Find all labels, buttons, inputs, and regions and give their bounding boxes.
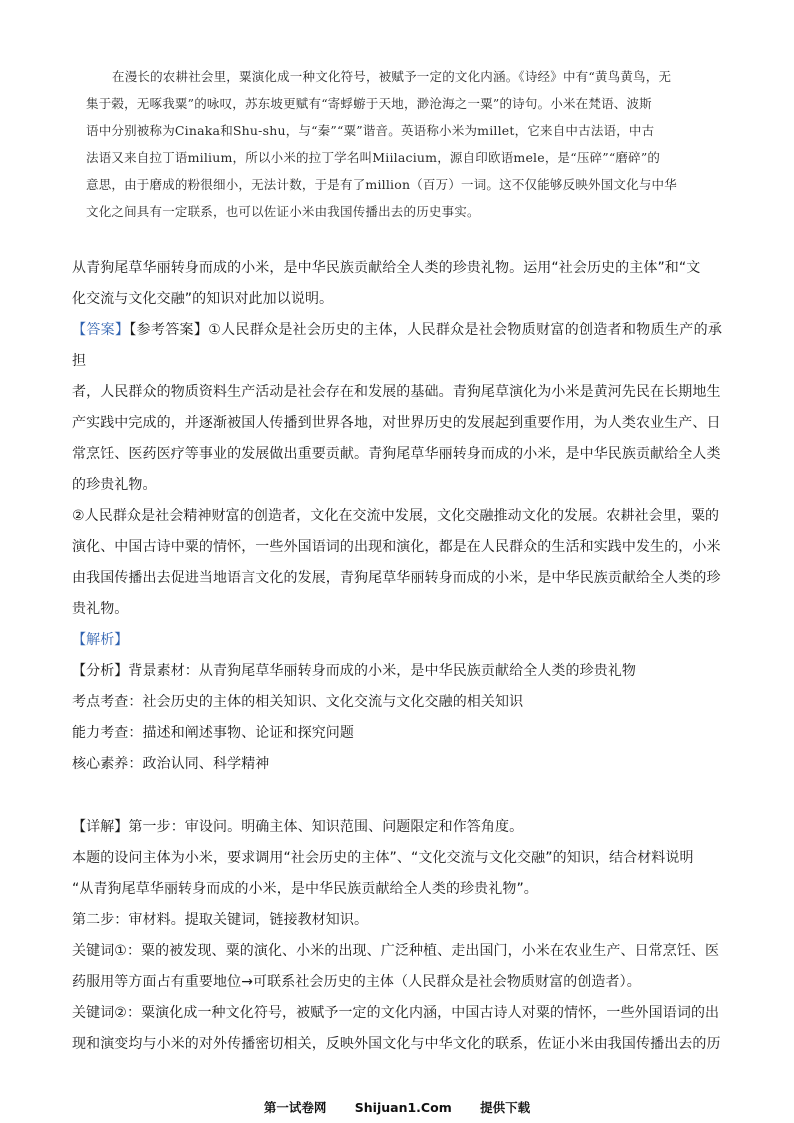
footer-domain: Shijuan1.Com	[354, 1100, 452, 1115]
analysis-line: 【分析】背景素材：从青狗尾草华丽转身而成的小米，是中华民族贡献给全人类的珍贵礼物	[72, 663, 636, 679]
answer-line: 者，人民群众的物质资料生产活动是社会存在和发展的基础。青狗尾草演化为小米是黄河先民在长期地生	[72, 384, 721, 400]
answer-line: 由我国传播出去促进当地语言文化的发展，青狗尾草华丽转身而成的小米，是中华民族贡献给全人类的珍	[72, 570, 721, 586]
detail-line: 药服用等方面占有重要地位→可联系社会历史的主体（人民群众是社会物质财富的创造者）。	[72, 974, 641, 990]
detail-line: 【详解】第一步：审设问。明确主体、知识范围、问题限定和作答角度。	[72, 819, 524, 835]
answer-line: 的珍贵礼物。	[72, 477, 157, 493]
answer-tag: 【答案】	[72, 322, 130, 338]
material-quote	[86, 63, 722, 225]
material-line: 语中分别被称为Cinaka和Shu-shu，与“秦”“粟”谐音。英语称小米为millet，它来自中古法语，中古	[86, 123, 655, 138]
main-content	[72, 253, 722, 1060]
answer-text: 【参考答案】①人民群众是社会历史的主体，人民群众是社会物质财富的创造者和物质生产的承担	[72, 322, 722, 369]
analysis-heading	[72, 625, 722, 656]
answer-line: ②人民群众是社会精神财富的创造者，文化在交流中发展，文化交融推动文化的发展。农耕社会里，粟的	[72, 508, 720, 524]
material-line: 法语又来自拉丁语milium，所以小米的拉丁学名叫Miilacium，源自印欧语mele，是“压碎”“磨碎”的	[86, 150, 661, 165]
detail-line: 现和演变均与小米的对外传播密切相关，反映外国文化与中华文化的联系，佐证小米由我国传播出去的历	[72, 1036, 721, 1052]
detail-line: 第二步：审材料。提取关键词，链接教材知识。	[72, 912, 369, 928]
material-line: 文化之间具有一定联系，也可以佐证小米由我国传播出去的历史事实。	[86, 204, 480, 219]
detail-line: 关键词①：粟的被发现、粟的演化、小米的出现、广泛种植、走出国门，小米在农业生产、日常烹饪、医	[72, 943, 720, 959]
detail-line: 关键词②：粟演化成一种文化符号，被赋予一定的文化内涵，中国古诗人对粟的情怀，一些外国语词的出	[72, 1005, 720, 1021]
analysis-line: 核心素养：政治认同、科学精神	[72, 756, 270, 772]
answer-line: 贵礼物。	[72, 601, 129, 617]
analysis-tag: 【解析】	[72, 632, 129, 648]
answer-line: 产实践中完成的，并逐渐被国人传播到世界各地，对世界历史的发展起到重要作用，为人类农业生产、日	[72, 415, 721, 431]
material-line: 在漫长的农耕社会里，粟演化成一种文化符号，被赋予一定的文化内涵。《诗经》中有“黄鸟黄鸟，无	[112, 69, 672, 84]
answer-line: 常烹饪、医药医疗等事业的发展做出重要贡献。青狗尾草华丽转身而成的小米，是中华民族贡献给全人类	[72, 446, 721, 462]
material-line: 意思，由于磨成的粉很细小，无法计数，于是有了million（百万）一词。这不仅能够反映外国文化与中华	[86, 177, 677, 192]
answer-line	[72, 315, 722, 377]
analysis-line: 考点考查：社会历史的主体的相关知识、文化交流与文化交融的相关知识	[72, 694, 524, 710]
page-footer	[0, 1098, 794, 1116]
material-line: 集于榖，无啄我粟”的咏叹，苏东坡更赋有“寄蜉蝣于天地，渺沧海之一粟”的诗句。小米在梵语、波斯	[86, 96, 652, 111]
spacer	[72, 780, 722, 812]
footer-site: 第一试卷网	[263, 1100, 327, 1115]
question-line: 化交流与文化交融”的知识对此加以说明。	[72, 291, 334, 307]
answer-line: 演化、中国古诗中粟的情怀，一些外国语词的出现和演化，都是在人民群众的生活和实践中发生的，小米	[72, 539, 721, 555]
detail-line: “从青狗尾草华丽转身而成的小米，是中华民族贡献给全人类的珍贵礼物”。	[72, 881, 538, 897]
analysis-line: 能力考查：描述和阐述事物、论证和探究问题	[72, 725, 354, 741]
question-line: 从青狗尾草华丽转身而成的小米，是中华民族贡献给全人类的珍贵礼物。运用“社会历史的主体”和“文	[72, 260, 701, 276]
footer-note: 提供下载	[480, 1100, 531, 1115]
detail-line: 本题的设问主体为小米，要求调用“社会历史的主体”、“文化交流与文化交融”的知识，结合材料说明	[72, 850, 694, 866]
